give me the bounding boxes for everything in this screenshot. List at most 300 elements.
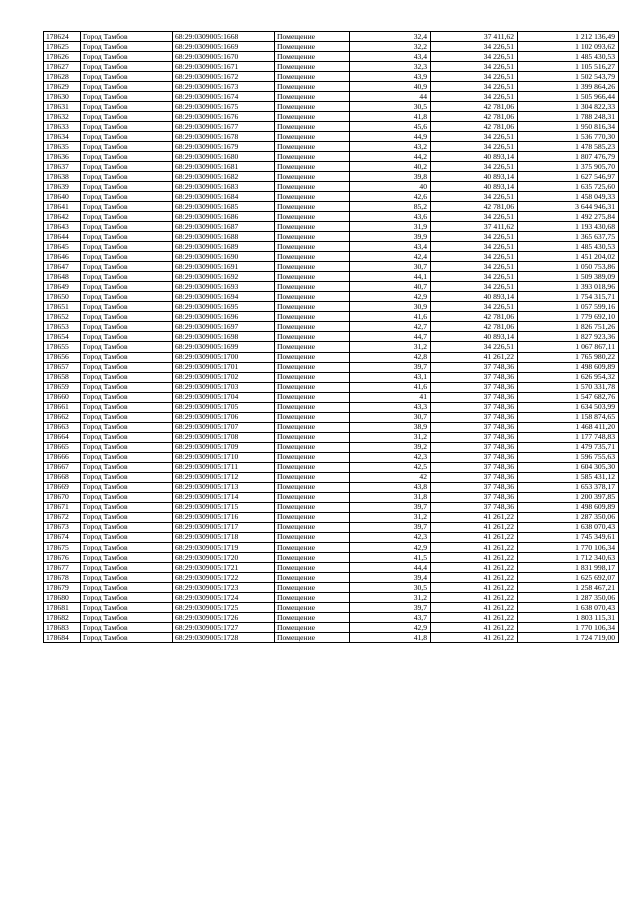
object-type-cell: Помещение (275, 102, 350, 112)
object-type-cell: Помещение (275, 262, 350, 272)
unit-value-cell: 41 261,22 (431, 532, 518, 542)
table-row (44, 252, 619, 262)
unit-value-cell: 41 261,22 (431, 632, 518, 642)
area-cell: 44,2 (350, 152, 431, 162)
unit-value-cell: 34 226,51 (431, 192, 518, 202)
object-type-cell: Помещение (275, 122, 350, 132)
locality-cell: Город Тамбов (81, 272, 173, 282)
locality-cell: Город Тамбов (81, 252, 173, 262)
area-cell: 39,9 (350, 232, 431, 242)
table-row (44, 202, 619, 212)
area-cell: 42,3 (350, 532, 431, 542)
unit-value-cell: 34 226,51 (431, 42, 518, 52)
locality-cell: Город Тамбов (81, 402, 173, 412)
cadastral-number-cell: 68:29:0309005:1682 (173, 172, 275, 182)
cadastral-value-cell: 1 193 430,68 (518, 222, 619, 232)
row-number-cell: 178634 (44, 132, 81, 142)
object-type-cell: Помещение (275, 82, 350, 92)
cadastral-number-cell: 68:29:0309005:1718 (173, 532, 275, 542)
area-cell: 45,6 (350, 122, 431, 132)
locality-cell: Город Тамбов (81, 142, 173, 152)
object-type-cell: Помещение (275, 382, 350, 392)
area-cell: 38,9 (350, 422, 431, 432)
area-cell: 30,5 (350, 582, 431, 592)
row-number-cell: 178646 (44, 252, 81, 262)
locality-cell: Город Тамбов (81, 562, 173, 572)
cadastral-value-cell: 1 653 378,17 (518, 482, 619, 492)
row-number-cell: 178677 (44, 562, 81, 572)
area-cell: 43,9 (350, 72, 431, 82)
cadastral-value-cell: 1 634 503,99 (518, 402, 619, 412)
cadastral-value-cell: 1 807 476,79 (518, 152, 619, 162)
table-row (44, 472, 619, 482)
unit-value-cell: 41 261,22 (431, 582, 518, 592)
unit-value-cell: 34 226,51 (431, 82, 518, 92)
cadastral-number-cell: 68:29:0309005:1716 (173, 512, 275, 522)
locality-cell: Город Тамбов (81, 172, 173, 182)
row-number-cell: 178682 (44, 612, 81, 622)
area-cell: 42,8 (350, 352, 431, 362)
unit-value-cell: 41 261,22 (431, 552, 518, 562)
locality-cell: Город Тамбов (81, 542, 173, 552)
unit-value-cell: 40 893,14 (431, 172, 518, 182)
area-cell: 32,3 (350, 62, 431, 72)
table-body (44, 32, 619, 643)
object-type-cell: Помещение (275, 322, 350, 332)
row-number-cell: 178666 (44, 452, 81, 462)
locality-cell: Город Тамбов (81, 572, 173, 582)
locality-cell: Город Тамбов (81, 602, 173, 612)
locality-cell: Город Тамбов (81, 242, 173, 252)
locality-cell: Город Тамбов (81, 212, 173, 222)
table-row (44, 342, 619, 352)
locality-cell: Город Тамбов (81, 282, 173, 292)
cadastral-value-cell: 1 724 719,00 (518, 632, 619, 642)
table-row (44, 582, 619, 592)
locality-cell: Город Тамбов (81, 182, 173, 192)
cadastral-value-cell: 1 626 954,32 (518, 372, 619, 382)
area-cell: 43,8 (350, 482, 431, 492)
table-row (44, 462, 619, 472)
cadastral-value-cell: 1 468 411,20 (518, 422, 619, 432)
object-type-cell: Помещение (275, 602, 350, 612)
area-cell: 42,9 (350, 622, 431, 632)
area-cell: 40 (350, 182, 431, 192)
cadastral-value-cell: 1 067 867,11 (518, 342, 619, 352)
locality-cell: Город Тамбов (81, 152, 173, 162)
cadastral-number-cell: 68:29:0309005:1725 (173, 602, 275, 612)
locality-cell: Город Тамбов (81, 502, 173, 512)
unit-value-cell: 34 226,51 (431, 302, 518, 312)
row-number-cell: 178630 (44, 92, 81, 102)
table-row (44, 262, 619, 272)
area-cell: 39,2 (350, 442, 431, 452)
area-cell: 41,6 (350, 382, 431, 392)
unit-value-cell: 41 261,22 (431, 592, 518, 602)
unit-value-cell: 34 226,51 (431, 342, 518, 352)
locality-cell: Город Тамбов (81, 52, 173, 62)
unit-value-cell: 37 748,36 (431, 482, 518, 492)
area-cell: 44,7 (350, 332, 431, 342)
table-row (44, 412, 619, 422)
object-type-cell: Помещение (275, 572, 350, 582)
locality-cell: Город Тамбов (81, 622, 173, 632)
object-type-cell: Помещение (275, 562, 350, 572)
area-cell: 31,2 (350, 512, 431, 522)
cadastral-value-cell: 1 287 350,06 (518, 592, 619, 602)
locality-cell: Город Тамбов (81, 332, 173, 342)
row-number-cell: 178660 (44, 392, 81, 402)
area-cell: 30,7 (350, 412, 431, 422)
table-row (44, 552, 619, 562)
table-row (44, 622, 619, 632)
area-cell: 39,4 (350, 572, 431, 582)
table-row (44, 212, 619, 222)
row-number-cell: 178647 (44, 262, 81, 272)
unit-value-cell: 34 226,51 (431, 262, 518, 272)
locality-cell: Город Тамбов (81, 612, 173, 622)
row-number-cell: 178659 (44, 382, 81, 392)
row-number-cell: 178638 (44, 172, 81, 182)
cadastral-number-cell: 68:29:0309005:1679 (173, 142, 275, 152)
area-cell: 31,8 (350, 492, 431, 502)
area-cell: 42,6 (350, 192, 431, 202)
table-row (44, 32, 619, 42)
locality-cell: Город Тамбов (81, 72, 173, 82)
unit-value-cell: 37 748,36 (431, 412, 518, 422)
table-row (44, 42, 619, 52)
cadastral-value-cell: 1 627 546,97 (518, 172, 619, 182)
unit-value-cell: 40 893,14 (431, 292, 518, 302)
object-type-cell: Помещение (275, 282, 350, 292)
object-type-cell: Помещение (275, 72, 350, 82)
unit-value-cell: 42 781,06 (431, 122, 518, 132)
unit-value-cell: 34 226,51 (431, 232, 518, 242)
cadastral-number-cell: 68:29:0309005:1701 (173, 362, 275, 372)
cadastral-number-cell: 68:29:0309005:1685 (173, 202, 275, 212)
row-number-cell: 178657 (44, 362, 81, 372)
locality-cell: Город Тамбов (81, 262, 173, 272)
row-number-cell: 178643 (44, 222, 81, 232)
table-row (44, 232, 619, 242)
area-cell: 32,4 (350, 32, 431, 42)
cadastral-number-cell: 68:29:0309005:1720 (173, 552, 275, 562)
cadastral-value-cell: 1 304 822,33 (518, 102, 619, 112)
locality-cell: Город Тамбов (81, 292, 173, 302)
cadastral-number-cell: 68:29:0309005:1724 (173, 592, 275, 602)
object-type-cell: Помещение (275, 402, 350, 412)
row-number-cell: 178672 (44, 512, 81, 522)
row-number-cell: 178669 (44, 482, 81, 492)
locality-cell: Город Тамбов (81, 92, 173, 102)
cadastral-number-cell: 68:29:0309005:1702 (173, 372, 275, 382)
area-cell: 41,6 (350, 312, 431, 322)
area-cell: 42,9 (350, 292, 431, 302)
table-row (44, 402, 619, 412)
object-type-cell: Помещение (275, 492, 350, 502)
object-type-cell: Помещение (275, 62, 350, 72)
object-type-cell: Помещение (275, 42, 350, 52)
row-number-cell: 178629 (44, 82, 81, 92)
object-type-cell: Помещение (275, 622, 350, 632)
cadastral-value-cell: 3 644 946,31 (518, 202, 619, 212)
object-type-cell: Помещение (275, 52, 350, 62)
area-cell: 44 (350, 92, 431, 102)
locality-cell: Город Тамбов (81, 432, 173, 442)
unit-value-cell: 34 226,51 (431, 132, 518, 142)
area-cell: 43,1 (350, 372, 431, 382)
cadastral-number-cell: 68:29:0309005:1703 (173, 382, 275, 392)
row-number-cell: 178680 (44, 592, 81, 602)
unit-value-cell: 34 226,51 (431, 252, 518, 262)
unit-value-cell: 37 748,36 (431, 362, 518, 372)
locality-cell: Город Тамбов (81, 222, 173, 232)
table-row (44, 272, 619, 282)
object-type-cell: Помещение (275, 242, 350, 252)
object-type-cell: Помещение (275, 442, 350, 452)
unit-value-cell: 41 261,22 (431, 542, 518, 552)
row-number-cell: 178661 (44, 402, 81, 412)
cadastral-value-cell: 1 831 998,17 (518, 562, 619, 572)
object-type-cell: Помещение (275, 222, 350, 232)
row-number-cell: 178645 (44, 242, 81, 252)
unit-value-cell: 34 226,51 (431, 242, 518, 252)
unit-value-cell: 37 748,36 (431, 502, 518, 512)
unit-value-cell: 41 261,22 (431, 562, 518, 572)
locality-cell: Город Тамбов (81, 342, 173, 352)
unit-value-cell: 41 261,22 (431, 572, 518, 582)
row-number-cell: 178628 (44, 72, 81, 82)
row-number-cell: 178674 (44, 532, 81, 542)
table-row (44, 162, 619, 172)
table-row (44, 562, 619, 572)
row-number-cell: 178624 (44, 32, 81, 42)
table-row (44, 122, 619, 132)
row-number-cell: 178636 (44, 152, 81, 162)
area-cell: 42,9 (350, 542, 431, 552)
area-cell: 39,8 (350, 172, 431, 182)
area-cell: 32,2 (350, 42, 431, 52)
cadastral-number-cell: 68:29:0309005:1681 (173, 162, 275, 172)
table-row (44, 432, 619, 442)
object-type-cell: Помещение (275, 32, 350, 42)
unit-value-cell: 40 893,14 (431, 332, 518, 342)
locality-cell: Город Тамбов (81, 452, 173, 462)
object-type-cell: Помещение (275, 332, 350, 342)
table-row (44, 452, 619, 462)
row-number-cell: 178653 (44, 322, 81, 332)
cadastral-number-cell: 68:29:0309005:1687 (173, 222, 275, 232)
locality-cell: Город Тамбов (81, 42, 173, 52)
object-type-cell: Помещение (275, 632, 350, 642)
object-type-cell: Помещение (275, 232, 350, 242)
cadastral-value-cell: 1 177 748,83 (518, 432, 619, 442)
cadastral-value-table (43, 31, 619, 643)
cadastral-value-cell: 1 547 682,76 (518, 392, 619, 402)
cadastral-number-cell: 68:29:0309005:1710 (173, 452, 275, 462)
cadastral-number-cell: 68:29:0309005:1680 (173, 152, 275, 162)
cadastral-number-cell: 68:29:0309005:1677 (173, 122, 275, 132)
cadastral-value-cell: 1 712 340,63 (518, 552, 619, 562)
cadastral-number-cell: 68:29:0309005:1671 (173, 62, 275, 72)
cadastral-value-cell: 1 365 637,75 (518, 232, 619, 242)
locality-cell: Город Тамбов (81, 582, 173, 592)
row-number-cell: 178668 (44, 472, 81, 482)
table-row (44, 602, 619, 612)
cadastral-value-cell: 1 105 516,27 (518, 62, 619, 72)
row-number-cell: 178626 (44, 52, 81, 62)
cadastral-value-cell: 1 458 049,33 (518, 192, 619, 202)
row-number-cell: 178633 (44, 122, 81, 132)
row-number-cell: 178678 (44, 572, 81, 582)
row-number-cell: 178663 (44, 422, 81, 432)
table-row (44, 632, 619, 642)
table-row (44, 352, 619, 362)
table-row (44, 52, 619, 62)
row-number-cell: 178641 (44, 202, 81, 212)
unit-value-cell: 37 411,62 (431, 32, 518, 42)
unit-value-cell: 37 748,36 (431, 372, 518, 382)
locality-cell: Город Тамбов (81, 192, 173, 202)
cadastral-number-cell: 68:29:0309005:1713 (173, 482, 275, 492)
locality-cell: Город Тамбов (81, 482, 173, 492)
row-number-cell: 178639 (44, 182, 81, 192)
object-type-cell: Помещение (275, 292, 350, 302)
cadastral-number-cell: 68:29:0309005:1694 (173, 292, 275, 302)
locality-cell: Город Тамбов (81, 62, 173, 72)
unit-value-cell: 37 411,62 (431, 222, 518, 232)
cadastral-value-cell: 1 754 315,71 (518, 292, 619, 302)
cadastral-value-cell: 1 502 543,79 (518, 72, 619, 82)
unit-value-cell: 37 748,36 (431, 452, 518, 462)
locality-cell: Город Тамбов (81, 32, 173, 42)
table-row (44, 512, 619, 522)
cadastral-value-cell: 1 050 753,86 (518, 262, 619, 272)
locality-cell: Город Тамбов (81, 132, 173, 142)
cadastral-value-cell: 1 375 905,70 (518, 162, 619, 172)
locality-cell: Город Тамбов (81, 382, 173, 392)
unit-value-cell: 34 226,51 (431, 162, 518, 172)
cadastral-number-cell: 68:29:0309005:1719 (173, 542, 275, 552)
cadastral-number-cell: 68:29:0309005:1721 (173, 562, 275, 572)
object-type-cell: Помещение (275, 352, 350, 362)
area-cell: 85,2 (350, 202, 431, 212)
cadastral-number-cell: 68:29:0309005:1690 (173, 252, 275, 262)
table-row (44, 542, 619, 552)
cadastral-number-cell: 68:29:0309005:1726 (173, 612, 275, 622)
cadastral-value-cell: 1 498 609,89 (518, 362, 619, 372)
locality-cell: Город Тамбов (81, 462, 173, 472)
area-cell: 42,7 (350, 322, 431, 332)
row-number-cell: 178654 (44, 332, 81, 342)
cadastral-value-cell: 1 770 106,34 (518, 622, 619, 632)
object-type-cell: Помещение (275, 462, 350, 472)
cadastral-number-cell: 68:29:0309005:1699 (173, 342, 275, 352)
cadastral-value-cell: 1 212 136,49 (518, 32, 619, 42)
area-cell: 43,6 (350, 212, 431, 222)
object-type-cell: Помещение (275, 592, 350, 602)
object-type-cell: Помещение (275, 112, 350, 122)
locality-cell: Город Тамбов (81, 162, 173, 172)
cadastral-number-cell: 68:29:0309005:1705 (173, 402, 275, 412)
cadastral-value-cell: 1 399 864,26 (518, 82, 619, 92)
object-type-cell: Помещение (275, 472, 350, 482)
object-type-cell: Помещение (275, 202, 350, 212)
cadastral-value-cell: 1 478 585,23 (518, 142, 619, 152)
cadastral-number-cell: 68:29:0309005:1697 (173, 322, 275, 332)
cadastral-number-cell: 68:29:0309005:1706 (173, 412, 275, 422)
area-cell: 42,5 (350, 462, 431, 472)
cadastral-number-cell: 68:29:0309005:1695 (173, 302, 275, 312)
unit-value-cell: 37 748,36 (431, 442, 518, 452)
row-number-cell: 178667 (44, 462, 81, 472)
table-row (44, 242, 619, 252)
locality-cell: Город Тамбов (81, 322, 173, 332)
row-number-cell: 178683 (44, 622, 81, 632)
unit-value-cell: 37 748,36 (431, 382, 518, 392)
locality-cell: Город Тамбов (81, 352, 173, 362)
object-type-cell: Помещение (275, 412, 350, 422)
row-number-cell: 178642 (44, 212, 81, 222)
table-row (44, 132, 619, 142)
cadastral-value-cell: 1 585 431,12 (518, 472, 619, 482)
object-type-cell: Помещение (275, 132, 350, 142)
table-row (44, 182, 619, 192)
table-row (44, 522, 619, 532)
cadastral-value-cell: 1 625 692,07 (518, 572, 619, 582)
area-cell: 40,7 (350, 282, 431, 292)
table-row (44, 282, 619, 292)
area-cell: 42,4 (350, 252, 431, 262)
cadastral-number-cell: 68:29:0309005:1722 (173, 572, 275, 582)
cadastral-value-cell: 1 827 923,36 (518, 332, 619, 342)
unit-value-cell: 37 748,36 (431, 462, 518, 472)
cadastral-value-cell: 1 158 874,65 (518, 412, 619, 422)
unit-value-cell: 37 748,36 (431, 472, 518, 482)
area-cell: 44,9 (350, 132, 431, 142)
cadastral-number-cell: 68:29:0309005:1696 (173, 312, 275, 322)
locality-cell: Город Тамбов (81, 312, 173, 322)
object-type-cell: Помещение (275, 522, 350, 532)
unit-value-cell: 41 261,22 (431, 602, 518, 612)
cadastral-number-cell: 68:29:0309005:1700 (173, 352, 275, 362)
cadastral-value-cell: 1 492 275,84 (518, 212, 619, 222)
cadastral-value-cell: 1 826 751,26 (518, 322, 619, 332)
area-cell: 30,5 (350, 102, 431, 112)
cadastral-number-cell: 68:29:0309005:1669 (173, 42, 275, 52)
cadastral-value-cell: 1 102 093,62 (518, 42, 619, 52)
unit-value-cell: 42 781,06 (431, 322, 518, 332)
locality-cell: Город Тамбов (81, 492, 173, 502)
row-number-cell: 178651 (44, 302, 81, 312)
row-number-cell: 178625 (44, 42, 81, 52)
row-number-cell: 178632 (44, 112, 81, 122)
unit-value-cell: 42 781,06 (431, 312, 518, 322)
cadastral-value-cell: 1 638 070,43 (518, 522, 619, 532)
object-type-cell: Помещение (275, 142, 350, 152)
locality-cell: Город Тамбов (81, 362, 173, 372)
area-cell: 42,3 (350, 452, 431, 462)
locality-cell: Город Тамбов (81, 202, 173, 212)
unit-value-cell: 42 781,06 (431, 112, 518, 122)
row-number-cell: 178658 (44, 372, 81, 382)
table-row (44, 362, 619, 372)
cadastral-number-cell: 68:29:0309005:1715 (173, 502, 275, 512)
area-cell: 39,7 (350, 502, 431, 512)
area-cell: 42 (350, 472, 431, 482)
area-cell: 43,4 (350, 242, 431, 252)
object-type-cell: Помещение (275, 422, 350, 432)
